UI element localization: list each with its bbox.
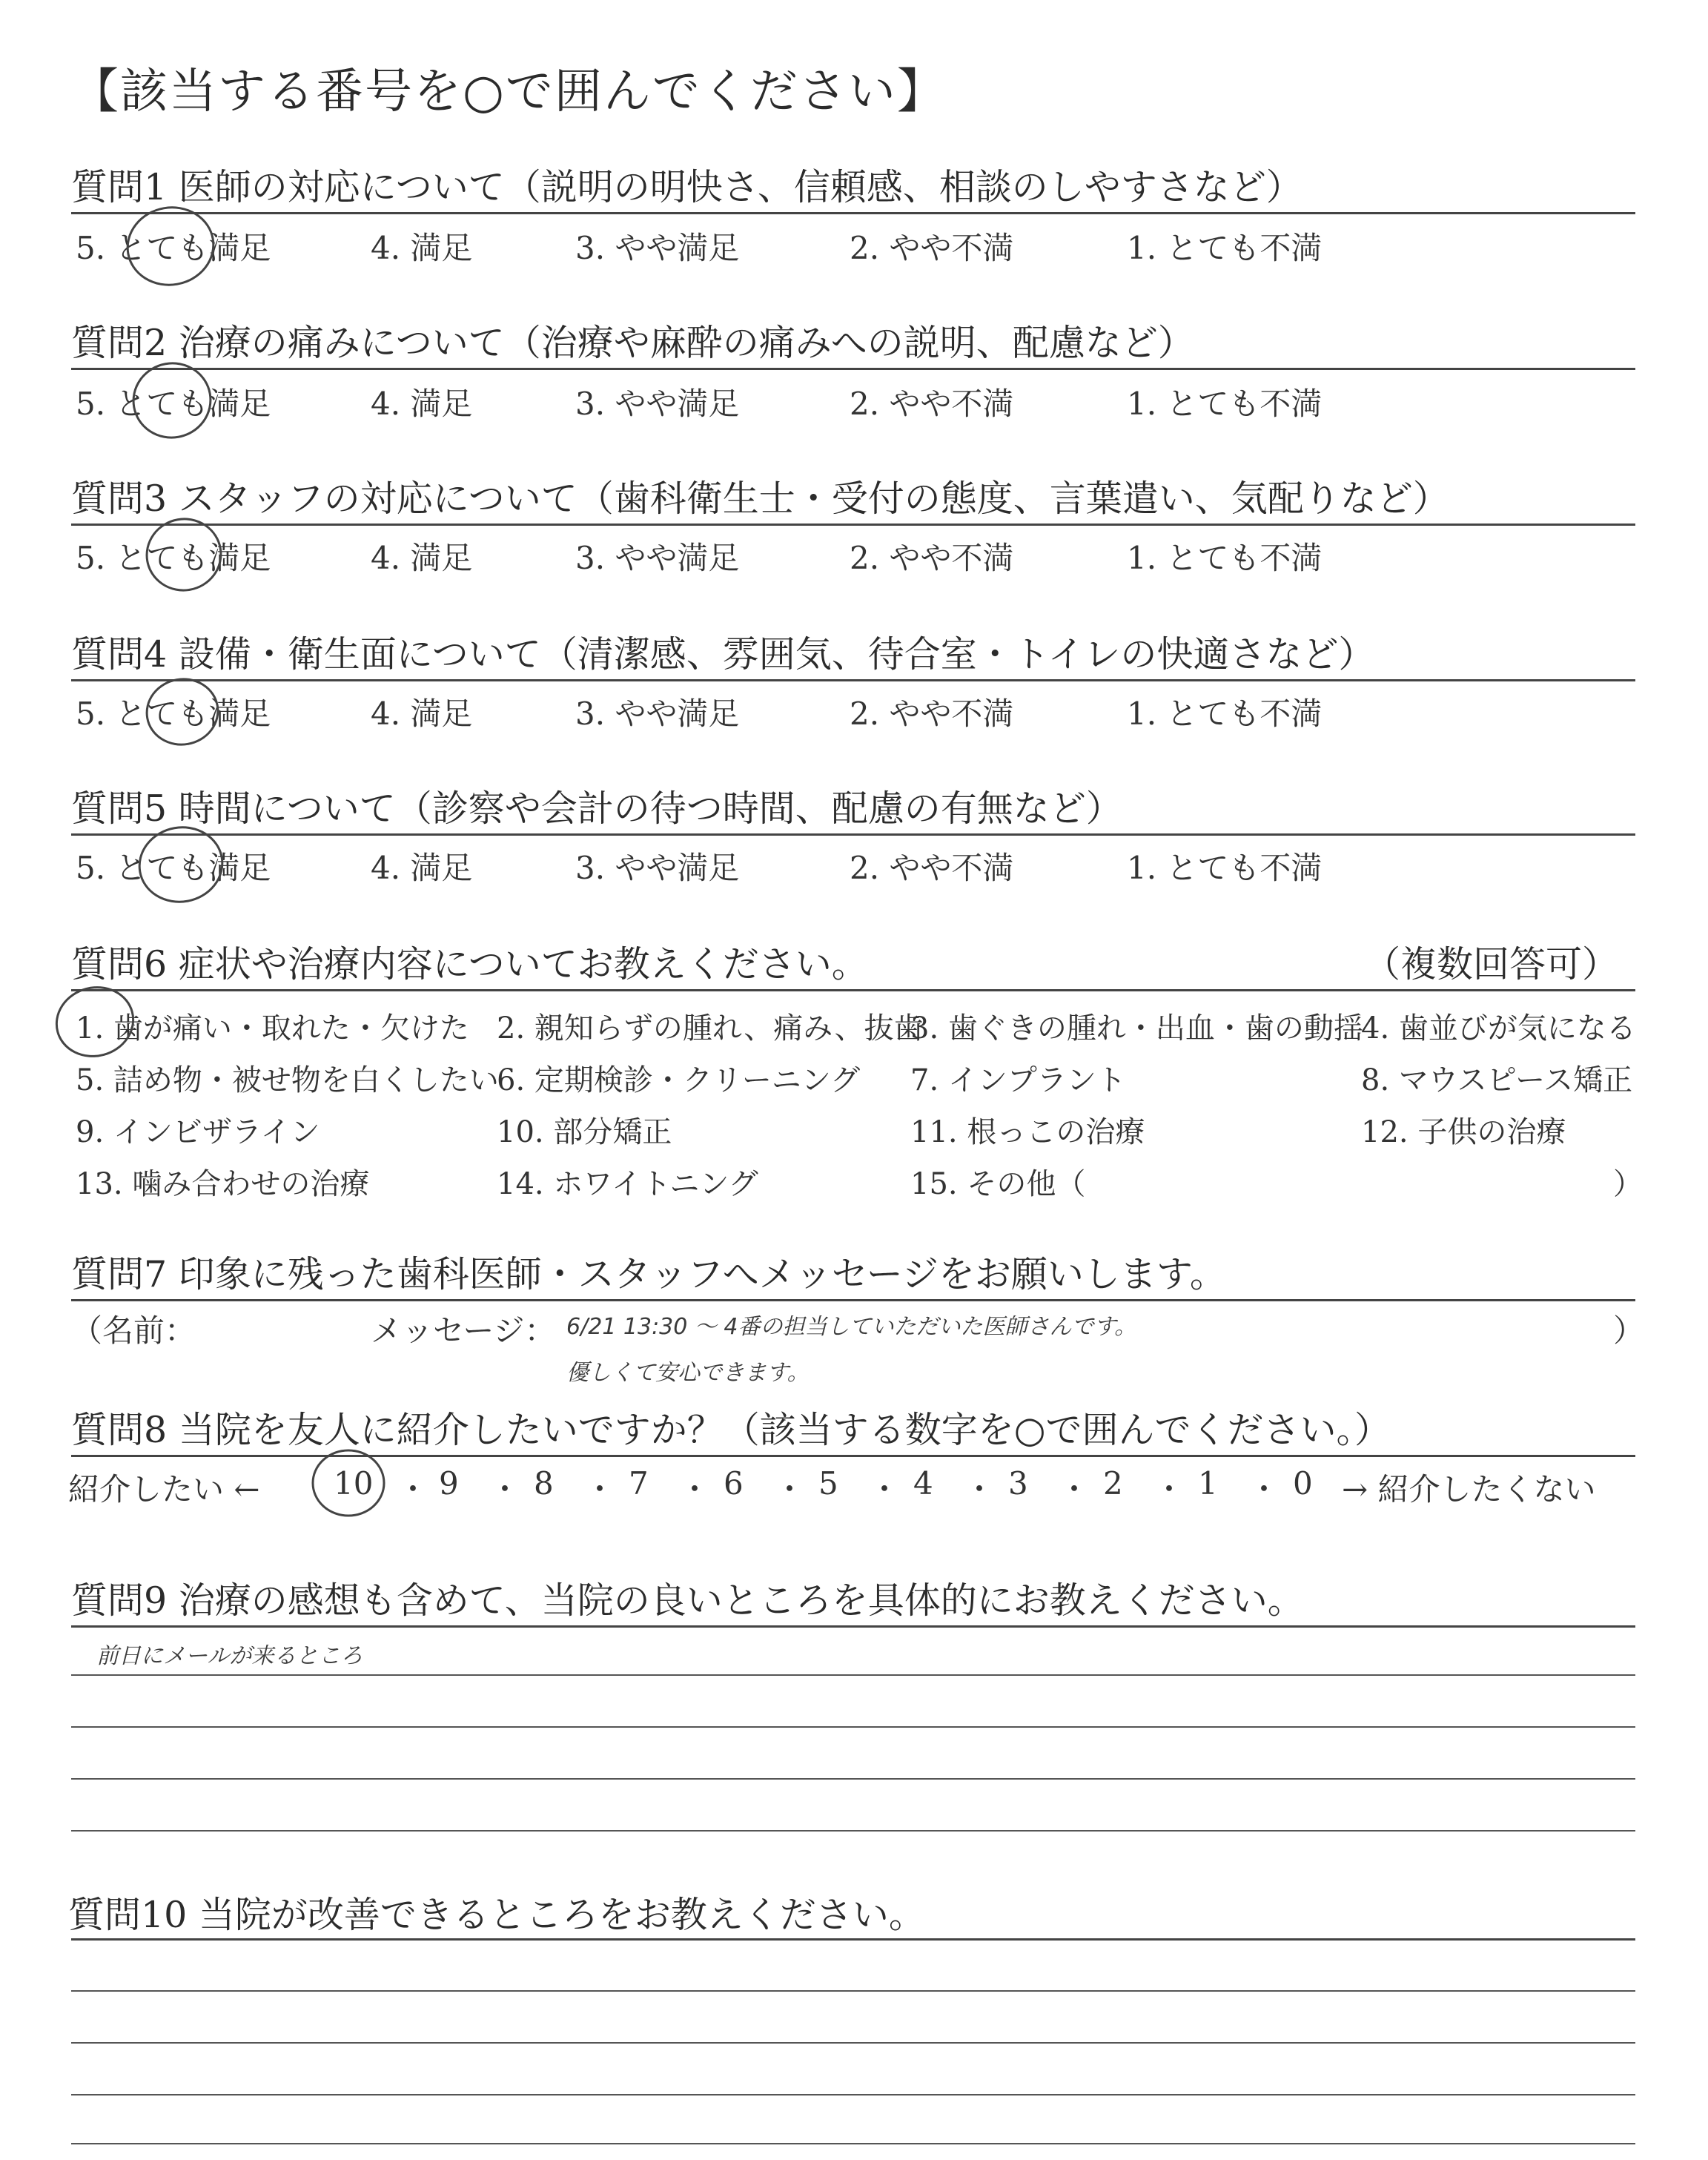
q4-option-3[interactable]: 3. やや満足 [575,696,740,732]
q8-circle-mark [313,1450,384,1516]
q6-option-11[interactable]: 11. 根っこの治療 [910,1115,1145,1149]
q6-option-13[interactable]: 13. 噛み合わせの治療 [76,1167,370,1201]
q1-circle-mark [122,201,219,292]
handwritten-answer: 前日にメールが来るところ [96,1643,363,1669]
q6-other-close-paren: ） [1613,1167,1643,1201]
question-10-label: 質問10 当院が改善できるところをお教えください。 [68,1894,925,1936]
q1-option-5[interactable]: 5. とても満足 [76,230,271,266]
q4-option-2[interactable]: 2. やや不満 [850,696,1014,732]
q4-option-4[interactable]: 4. 満足 [371,696,473,732]
scale-separator: ・ [679,1471,711,1507]
q6-option-5[interactable]: 5. 詰め物・被せ物を白くしたい [76,1063,499,1097]
scale-separator: ・ [774,1471,806,1507]
q6-option-10[interactable]: 10. 部分矯正 [497,1115,672,1149]
recommend-left-label: 紹介したい ← [68,1471,260,1507]
q6-option-1[interactable]: 1. 歯が痛い・取れた・欠けた [76,1011,469,1046]
score-10[interactable]: 10 [334,1465,374,1502]
scale-separator: ・ [1248,1471,1280,1507]
q3-option-2[interactable]: 2. やや不満 [850,540,1014,576]
score-0[interactable]: 0 [1293,1465,1313,1502]
q6-option-8[interactable]: 8. マウスピース矯正 [1361,1063,1633,1097]
recommend-right-label: → 紹介したくない [1342,1471,1596,1507]
scale-separator: ・ [869,1471,901,1507]
q6-option-2[interactable]: 2. 親知らずの腫れ、痛み、抜歯 [497,1011,924,1046]
handwritten-message-line-2: 優しくて安心できます。 [566,1360,810,1386]
q3-circle-mark [141,513,226,596]
q5-option-2[interactable]: 2. やや不満 [850,850,1014,886]
q1-option-3[interactable]: 3. やや満足 [575,230,740,266]
score-6[interactable]: 6 [724,1465,744,1502]
question-2-label: 質問2 治療の痛みについて（治療や麻酔の痛みへの説明、配慮など） [71,322,1194,364]
q6-circle-mark [49,979,141,1065]
q6-option-6[interactable]: 6. 定期検診・クリーニング [497,1063,861,1097]
message-label: メッセージ： [371,1312,556,1349]
handwritten-message-line-1: 6/21 13:30 〜 4番の担当していただいた医師さんです。 [566,1314,1137,1340]
q2-option-4[interactable]: 4. 満足 [371,386,473,422]
question-6-label: 質問6 症状や治療内容についてお教えください。 [71,943,868,985]
q2-option-5[interactable]: 5. とても満足 [76,386,271,422]
name-label: （名前： [71,1312,196,1349]
question-5-label: 質問5 時間について（診察や会計の待つ時間、配慮の有無など） [71,787,1122,830]
score-5[interactable]: 5 [818,1465,838,1502]
q6-option-4[interactable]: 4. 歯並びが気になる [1361,1011,1636,1046]
q3-option-3[interactable]: 3. やや満足 [575,540,740,576]
q4-option-1[interactable]: 1. とても不満 [1127,696,1323,732]
q4-option-5[interactable]: 5. とても満足 [76,696,271,732]
q6-option-9[interactable]: 9. インビザライン [76,1115,320,1149]
q6-option-14[interactable]: 14. ホワイトニング [497,1167,758,1201]
scale-separator: ・ [1059,1471,1090,1507]
score-3[interactable]: 3 [1008,1465,1028,1502]
question-9-label: 質問9 治療の感想も含めて、当院の良いところを具体的にお教えください。 [71,1579,1304,1622]
q4-circle-mark [142,673,223,750]
question-4-label: 質問4 設備・衛生面について（清潔感、雰囲気、待合室・トイレの快適さなど） [71,633,1375,676]
q1-option-1[interactable]: 1. とても不満 [1127,230,1323,266]
question-7-label: 質問7 印象に残った歯科医師・スタッフへメッセージをお願いします。 [71,1253,1226,1295]
q5-option-1[interactable]: 1. とても不満 [1127,850,1323,886]
q1-option-2[interactable]: 2. やや不満 [850,230,1014,266]
q6-option-7[interactable]: 7. インプラント [910,1063,1126,1097]
message-close-paren: ） [1613,1312,1645,1349]
score-1[interactable]: 1 [1198,1465,1218,1502]
scale-separator: ・ [584,1471,616,1507]
q2-option-3[interactable]: 3. やや満足 [575,386,740,422]
q6-option-15[interactable]: 15. その他（ [910,1167,1086,1201]
multiple-answer-note: （複数回答可） [1364,943,1619,985]
q2-circle-mark [128,357,216,444]
q2-option-1[interactable]: 1. とても不満 [1127,386,1323,422]
q1-option-4[interactable]: 4. 満足 [371,230,473,266]
score-9[interactable]: 9 [439,1465,459,1502]
score-2[interactable]: 2 [1103,1465,1123,1502]
question-8-label: 質問8 当院を友人に紹介したいですか？（該当する数字を○で囲んでください。） [71,1409,1391,1451]
scale-separator: ・ [397,1471,429,1507]
score-8[interactable]: 8 [534,1465,554,1502]
q5-option-4[interactable]: 4. 満足 [371,850,473,886]
q3-option-1[interactable]: 1. とても不満 [1127,540,1323,576]
q3-option-4[interactable]: 4. 満足 [371,540,473,576]
q6-option-12[interactable]: 12. 子供の治療 [1361,1115,1566,1149]
score-7[interactable]: 7 [629,1465,649,1502]
form-title: 【該当する番号を○で囲んでください】 [71,65,946,119]
scale-separator: ・ [1153,1471,1185,1507]
q2-option-2[interactable]: 2. やや不満 [850,386,1014,422]
question-1-label: 質問1 医師の対応について（説明の明快さ、信頼感、相談のしやすさなど） [71,166,1302,208]
question-3-label: 質問3 スタッフの対応について（歯科衛生士・受付の態度、言葉遣い、気配りなど） [71,478,1449,520]
scale-separator: ・ [964,1471,996,1507]
scale-separator: ・ [489,1471,521,1507]
q3-option-5[interactable]: 5. とても満足 [76,540,271,576]
q6-option-3[interactable]: 3. 歯ぐきの腫れ・出血・歯の動揺 [910,1011,1363,1046]
q5-circle-mark [133,821,228,908]
q5-option-3[interactable]: 3. やや満足 [575,850,740,886]
score-4[interactable]: 4 [913,1465,933,1502]
q5-option-5[interactable]: 5. とても満足 [76,850,271,886]
